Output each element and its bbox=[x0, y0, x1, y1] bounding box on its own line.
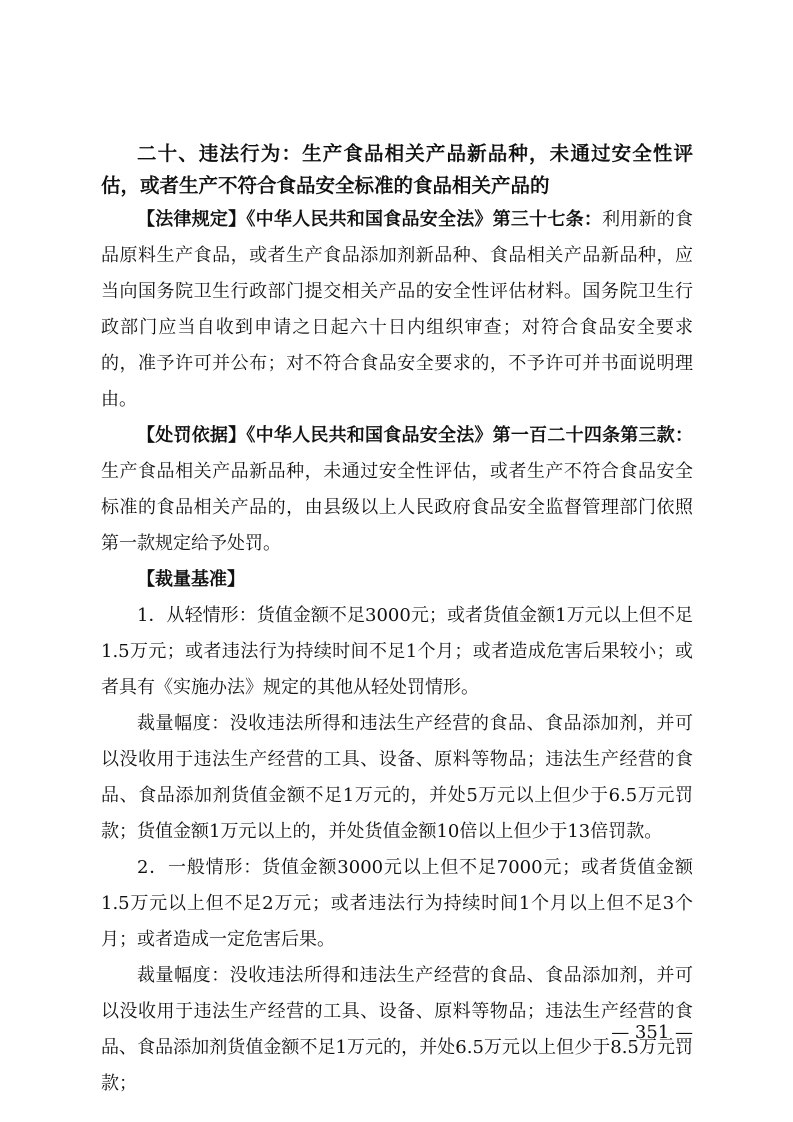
discretion-heading: 【裁量基准】 bbox=[137, 569, 245, 590]
section-heading: 二十、违法行为：生产食品相关产品新品种，未通过安全性评估，或者生产不符合食品安全标准的食品相关产品的 bbox=[101, 142, 693, 197]
general-circumstance: 2．一般情形：货值金额3000元以上但不足7000元；或者货值金额1.5万元以上但不足2万元；或者违法行为持续时间1个月以上但不足3个月；或者造成一定危害后果。 bbox=[101, 857, 693, 950]
general-range: 裁量幅度：没收违法所得和违法生产经营的食品、食品添加剂，并可以没收用于违法生产经营的工具、设备、原料等物品；违法生产经营的食品、食品添加剂货值金额不足1万元的，并处6.5万元以上但少于8.5万元罚款； bbox=[101, 965, 693, 1094]
legal-provision-label: 【法律规定】《中华人民共和国食品安全法》第三十七条： bbox=[137, 209, 603, 230]
document-body bbox=[101, 138, 693, 1102]
penalty-basis-label: 【处罚依据】《中华人民共和国食品安全法》第一百二十四条第三款： bbox=[137, 425, 693, 446]
penalty-basis-text: 生产食品相关产品新品种，未通过安全性评估，或者生产不符合食品安全标准的食品相关产品的，由县级以上人民政府食品安全监督管理部门依照第一款规定给予处罚。 bbox=[101, 461, 693, 554]
legal-provision-text: 利用新的食品原料生产食品，或者生产食品添加剂新品种、食品相关产品新品种，应当向国务院卫生行政部门提交相关产品的安全性评估材料。国务院卫生行政部门应当自收到申请之日起六十日内组织审查；对符合食品安全要求的，准予许可并公布；对不符合食品安全要求的，不予许可并书面说明理由。 bbox=[101, 209, 694, 410]
lenient-range: 裁量幅度：没收违法所得和违法生产经营的食品、食品添加剂，并可以没收用于违法生产经营的工具、设备、原料等物品；违法生产经营的食品、食品添加剂货值金额不足1万元的，并处5万元以上但少于6.5万元罚款；货值金额1万元以上的，并处货值金额10倍以上但少于13倍罚款。 bbox=[101, 713, 693, 842]
page-number: — 351 — bbox=[611, 1022, 693, 1043]
lenient-circumstance: 1．从轻情形：货值金额不足3000元；或者货值金额1万元以上但不足1.5万元；或者违法行为持续时间不足1个月；或者造成危害后果较小；或者具有《实施办法》规定的其他从轻处罚情形。 bbox=[101, 605, 693, 698]
penalty-basis-paragraph bbox=[101, 418, 693, 562]
legal-provision-paragraph bbox=[101, 202, 693, 418]
